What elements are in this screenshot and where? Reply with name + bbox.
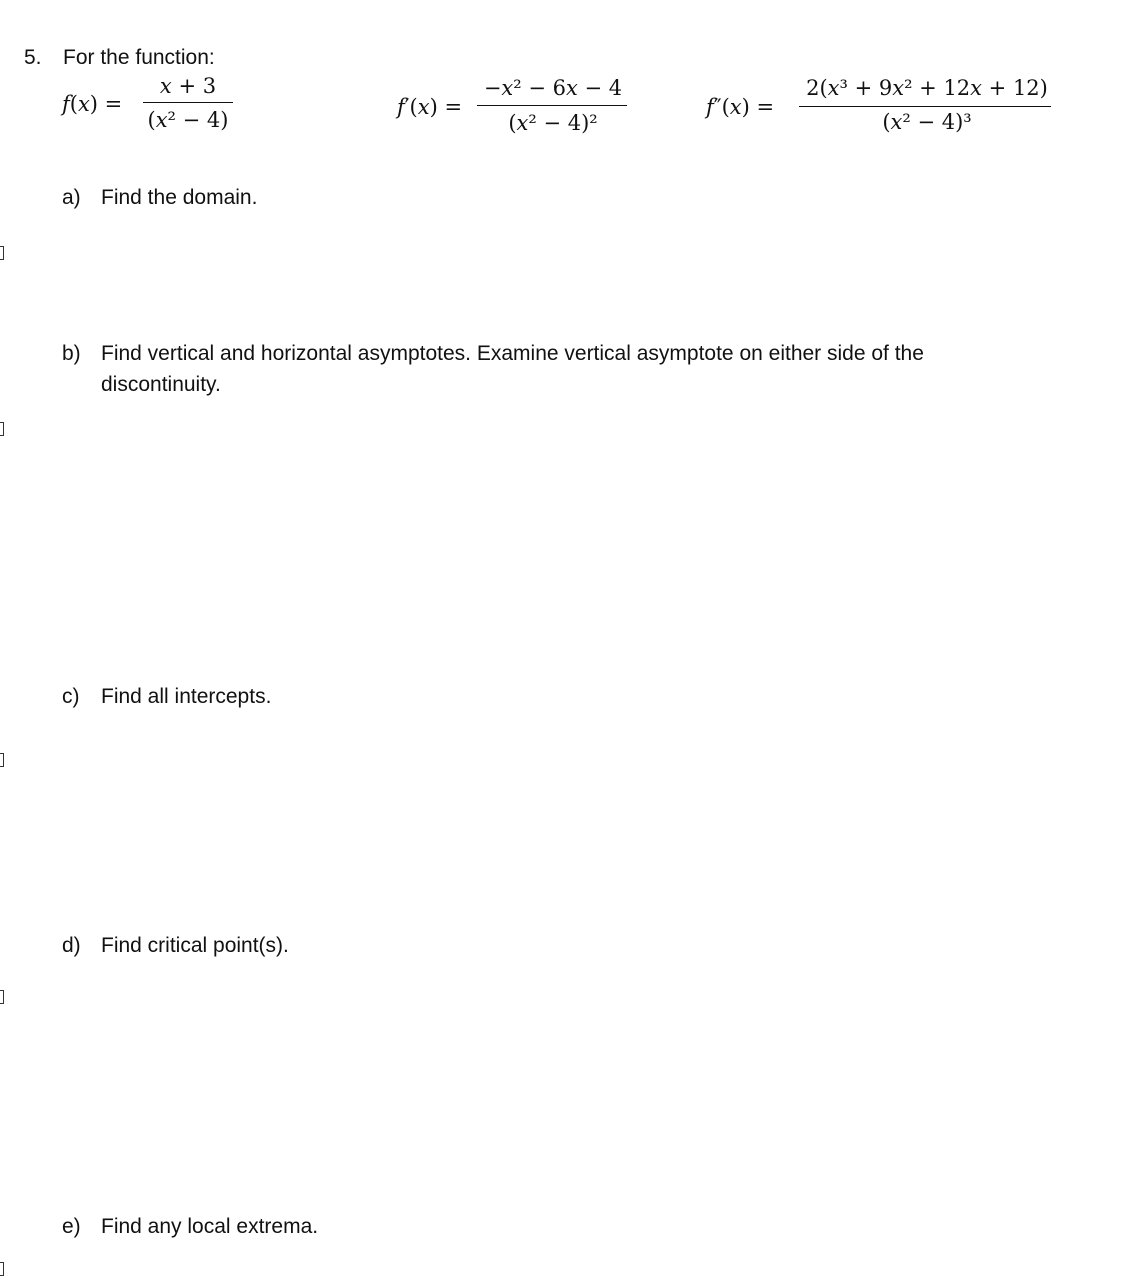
problem-intro: For the function: (63, 46, 215, 69)
question-text: Find vertical and horizontal asymptotes. Examine vertical asymptote on either side of the (101, 342, 924, 365)
margin-bracket-mark (0, 753, 4, 767)
question-label: e) (62, 1215, 81, 1238)
formula-f-fraction-bar (143, 102, 233, 103)
formula-f-prime-fraction-bar (477, 105, 627, 106)
formula-f-double-prime-numerator: 2(𝑥³ + 9𝑥² + 12𝑥 + 12) (806, 76, 1048, 100)
formula-f-double-prime-lhs: 𝑓″(𝑥) = (706, 95, 775, 119)
formula-f-double-prime-fraction-bar (799, 106, 1051, 107)
formula-f-prime-denominator: (𝑥² − 4)² (508, 111, 598, 135)
formula-f-prime-numerator: −𝑥² − 6𝑥 − 4 (483, 76, 623, 100)
question-text-continued: discontinuity. (101, 373, 221, 396)
margin-bracket-mark (0, 422, 4, 436)
problem-number: 5. (24, 46, 42, 69)
question-label: b) (62, 342, 81, 365)
question-text: Find any local extrema. (101, 1215, 319, 1238)
formula-f-double-prime-denominator: (𝑥² − 4)³ (882, 110, 972, 134)
formula-f-lhs: 𝑓(𝑥) = (62, 92, 123, 116)
formula-f-prime-lhs: 𝑓′(𝑥) = (397, 95, 463, 119)
question-label: a) (62, 186, 81, 209)
margin-bracket-mark (0, 1262, 4, 1276)
question-label: c) (62, 685, 80, 708)
formula-f-denominator: (𝑥² − 4) (147, 108, 229, 132)
question-label: d) (62, 934, 81, 957)
formula-f-numerator: 𝑥 + 3 (159, 74, 217, 98)
question-text: Find the domain. (101, 186, 258, 209)
margin-bracket-mark (0, 990, 4, 1004)
question-text: Find critical point(s). (101, 934, 289, 957)
margin-bracket-mark (0, 246, 4, 260)
question-text: Find all intercepts. (101, 685, 272, 708)
